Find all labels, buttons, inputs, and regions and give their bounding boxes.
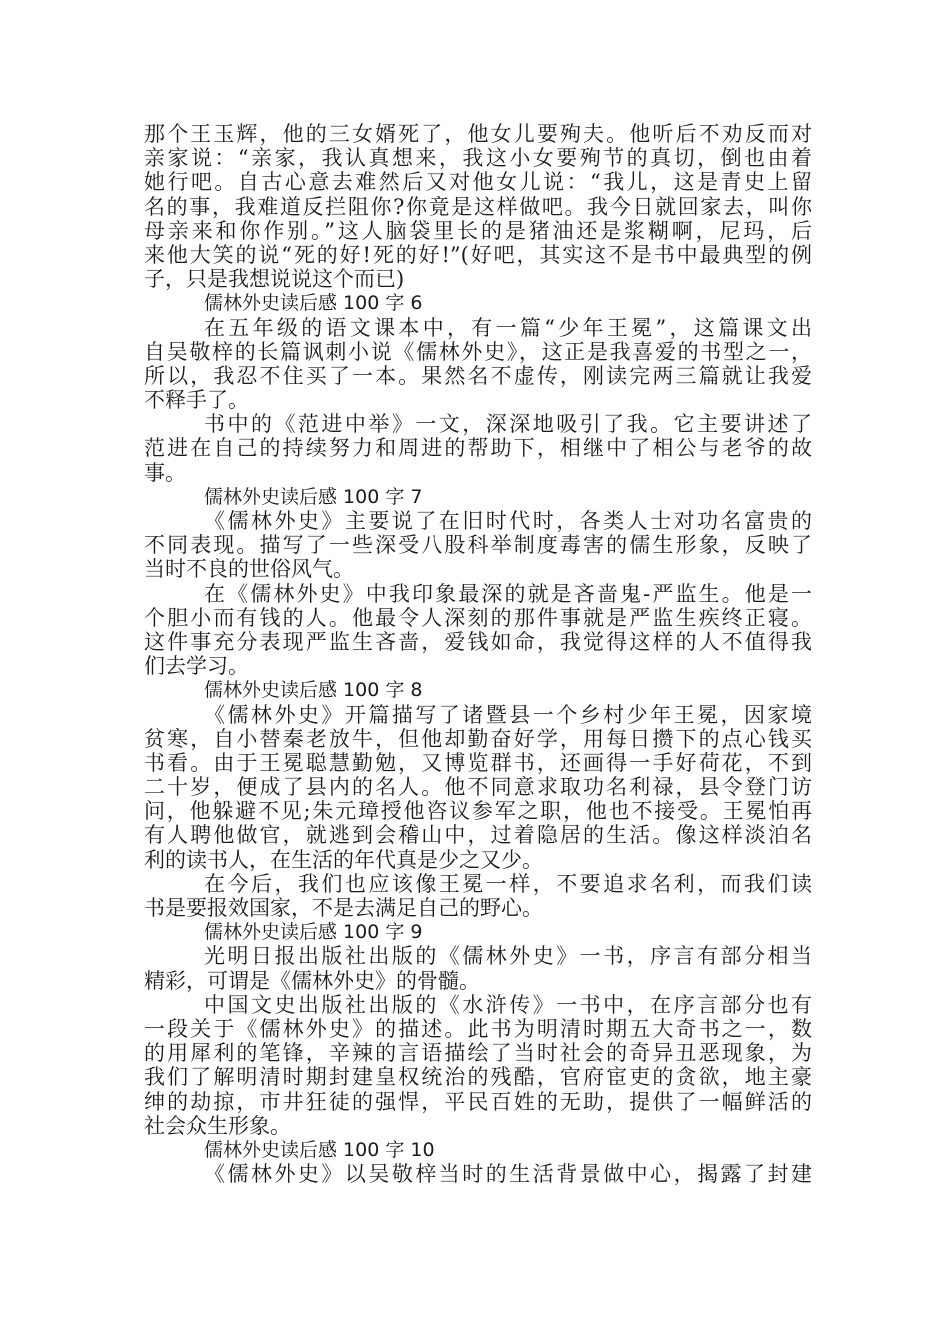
- text-line: 不同表现。描写了一些深受八股科举制度毒害的儒生形象，反映了: [144, 533, 812, 558]
- text-line: 母亲来和你作别。”这人脑袋里长的是猪油还是浆糊啊，尼玛，后: [144, 218, 812, 243]
- text-line: 贫寒，自小替秦老放牛，但他却勤奋好学，用每日攒下的点心钱买: [144, 726, 812, 751]
- text-line: 社会众生形象。: [144, 1113, 291, 1138]
- text-line: 亲家说：“亲家，我认真想来，我这小女要殉节的真切，倒也由着: [144, 146, 812, 171]
- text-line: 书看。由于王冕聪慧勤勉，又博览群书，还画得一手好荷花，不到: [144, 750, 812, 775]
- text-line: 当时不良的世俗风气。: [144, 557, 354, 582]
- text-line: 我们了解明清时期封建皇权统治的残酷，官府宦吏的贪欲，地主豪: [144, 1065, 812, 1090]
- text-line: 子，只是我想说说这个而已): [144, 267, 405, 292]
- text-line: 《儒林外史》主要说了在旧时代时，各类人士对功名富贵的: [204, 509, 812, 533]
- text-line: 利的读书人，在生活的年代真是少之又少。: [144, 847, 543, 872]
- text-line: 名的事，我难道反拦阻你?你竟是这样做吧。我今日就回家去，叫你: [144, 194, 812, 219]
- text-line: 范进在自己的持续努力和周进的帮助下，相继中了相公与老爷的故: [144, 436, 812, 461]
- text-line: 个胆小而有钱的人。他最令人深刻的那件事就是严监生疾终正寝。: [144, 605, 812, 630]
- text-line: 那个王玉辉，他的三女婿死了，他女儿要殉夫。他听后不劝反而对: [144, 122, 812, 146]
- text-line: 所以，我忍不住买了一本。果然名不虚传，刚读完两三篇就让我爱: [144, 363, 812, 388]
- text-line: 二十岁，便成了县内的名人。他不同意求取功名利禄，县令登门访: [144, 775, 812, 800]
- text-line: 事。: [144, 460, 186, 485]
- text-line: 《儒林外史》以吴敬梓当时的生活背景做中心，揭露了封建: [204, 1162, 812, 1187]
- text-line: 在五年级的语文课本中，有一篇“少年王冕”，这篇课文出: [204, 315, 812, 340]
- section-heading: 儒林外史读后感 100 字 7: [204, 485, 423, 508]
- section-heading: 儒林外史读后感 100 字 10: [204, 1138, 435, 1161]
- text-line: 精彩，可谓是《儒林外史》的骨髓。: [144, 968, 480, 993]
- text-line: 中国文史出版社出版的《水浒传》一书中，在序言部分也有: [204, 992, 812, 1017]
- text-line: 绅的劫掠，市井狂徒的强悍，平民百姓的无助，提供了一幅鲜活的: [144, 1089, 812, 1114]
- text-line: 这件事充分表现严监生吝啬，爱钱如命，我觉得这样的人不值得我: [144, 629, 812, 654]
- text-line: 光明日报出版社出版的《儒林外史》一书，序言有部分相当: [204, 944, 812, 969]
- section-heading: 儒林外史读后感 100 字 8: [204, 679, 423, 702]
- text-line: 们去学习。: [144, 654, 249, 679]
- text-line: 《儒林外史》开篇描写了诸暨县一个乡村少年王冕，因家境: [204, 702, 812, 727]
- text-line: 在今后，我们也应该像王冕一样，不要追求名利，而我们读: [204, 871, 812, 896]
- section-heading: 儒林外史读后感 100 字 9: [204, 921, 423, 944]
- section-heading: 儒林外史读后感 100 字 6: [204, 292, 423, 315]
- text-line: 她行吧。自古心意去难然后又对他女儿说：“我儿，这是青史上留: [144, 170, 812, 195]
- text-line: 的用犀利的笔锋，辛辣的言语描绘了当时社会的奇异丑恶现象，为: [144, 1041, 812, 1066]
- document-body: [144, 122, 812, 1186]
- text-line: 书是要报效国家，不是去满足自己的野心。: [144, 896, 543, 920]
- text-line: 不释手了。: [144, 388, 249, 413]
- text-line: 一段关于《儒林外史》的描述。此书为明清时期五大奇书之一，数: [144, 1016, 812, 1041]
- text-line: 来他大笑的说“死的好!死的好!”(好吧，其实这不是书中最典型的例: [144, 242, 812, 267]
- text-line: 有人聘他做官，就逃到会稽山中，过着隐居的生活。像这样淡泊名: [144, 823, 812, 848]
- text-line: 书中的《范进中举》一文，深深地吸引了我。它主要讲述了: [204, 412, 812, 437]
- text-line: 自吴敬梓的长篇讽刺小说《儒林外史》，这正是我喜爱的书型之一，: [144, 339, 812, 364]
- text-line: 在《儒林外史》中我印象最深的就是吝啬鬼-严监生。他是一: [204, 581, 812, 606]
- text-line: 问，他躲避不见;朱元璋授他咨议参军之职，他也不接受。王冕怕再: [144, 799, 812, 824]
